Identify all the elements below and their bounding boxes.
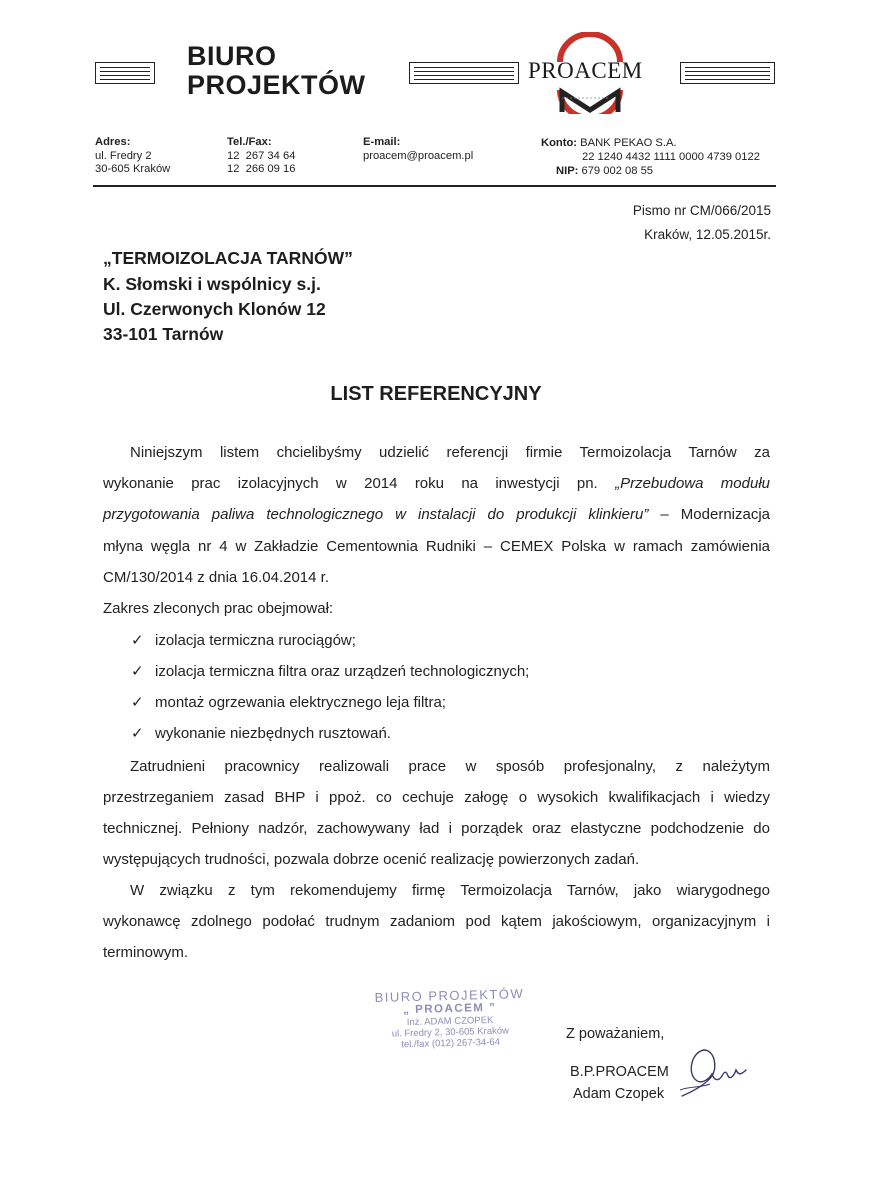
p3-text-3: terminowym. <box>103 944 189 961</box>
scope-item-1: izolacja termiczna rurociągów; <box>155 632 356 649</box>
phone-label: Tel./Fax: <box>227 136 272 148</box>
paragraph-3-line-1 <box>130 882 770 899</box>
header-lines-right <box>680 62 775 84</box>
email-block <box>363 136 473 163</box>
handwritten-signature-icon <box>676 1040 756 1102</box>
header-lines-middle <box>409 62 519 84</box>
paragraph-1-line-4 <box>103 538 770 555</box>
brand-name <box>187 42 366 100</box>
scope-intro <box>103 600 770 617</box>
recipient-line-3: Ul. Czerwonych Klonów 12 <box>103 299 326 319</box>
email-label: E-mail: <box>363 136 401 148</box>
address-block <box>95 136 170 177</box>
nip-value: 679 002 08 55 <box>581 165 654 177</box>
header-divider <box>93 185 776 187</box>
closing-text: Z poważaniem, <box>566 1026 665 1042</box>
p1-text-3b: – Modernizacja <box>660 506 771 523</box>
logo-text: PROACEM <box>528 58 643 83</box>
place-date: Kraków, 12.05.2015r. <box>644 227 771 242</box>
paragraph-1-line-5 <box>103 569 770 586</box>
recipient-line-1: „TERMOIZOLACJA TARNÓW” <box>103 248 353 268</box>
bank-account-number: 22 1240 4432 1111 0000 4739 0122 <box>582 151 760 163</box>
scope-intro-text: Zakres zleconych prac obejmował: <box>103 600 334 617</box>
p2-text-1: Zatrudnieni pracownicy realizowali prace w sposób profesjonalny, z należytym <box>130 758 770 775</box>
phone-line-1: 12 267 34 64 <box>227 149 296 162</box>
p1-text-1: Niniejszym listem chcielibyśmy udzielić referencji firmie Termoizolacja Tarnów za <box>130 444 770 461</box>
paragraph-1-line-2 <box>103 475 770 492</box>
p3-text-2: wykonawcę zdolnego podołać trudnym zadaniom pod kątem jakościowym, organizacyjnym i <box>103 913 770 930</box>
checkmark-icon: ✓ <box>131 694 144 711</box>
signer-company: B.P.PROACEM <box>570 1064 669 1080</box>
stamp-line-1: BIURO PROJEKTÓW <box>374 986 525 1005</box>
paragraph-2-line-1 <box>130 758 770 775</box>
bank-account-line <box>541 137 677 149</box>
checkmark-icon: ✓ <box>131 663 144 680</box>
paragraph-3-line-2 <box>103 913 770 930</box>
paragraph-1-line-1 <box>130 444 770 461</box>
checkmark-icon: ✓ <box>131 725 144 742</box>
nip-label: NIP: <box>556 165 579 177</box>
brand-line-2: PROJEKTÓW <box>187 70 366 100</box>
checkmark-icon: ✓ <box>131 632 144 649</box>
konto-label: Konto: <box>541 137 578 149</box>
p3-text-1: W związku z tym rekomendujemy firmę Termoizolacja Tarnów, jako wiarygodnego <box>130 882 770 899</box>
letter-number: Pismo nr CM/066/2015 <box>632 203 771 218</box>
phone-block <box>227 136 295 177</box>
p1-text-2a: wykonanie prac izolacyjnych w 2014 roku na inwestycji pn. <box>103 475 598 492</box>
paragraph-2-line-4 <box>103 851 770 868</box>
stamp-line-3: Inż. ADAM CZOPEK <box>406 1014 494 1029</box>
paragraph-2-line-3 <box>103 820 770 837</box>
address-line-1: ul. Fredry 2 <box>95 149 152 162</box>
company-stamp <box>354 986 546 1052</box>
address-line-2: 30-605 Kraków <box>95 163 171 175</box>
p1-text-2b: „Przebudowa modułu <box>615 475 770 492</box>
scope-item-2: izolacja termiczna filtra oraz urządzeń technologicznych; <box>155 663 530 680</box>
header-lines-left <box>95 62 155 84</box>
paragraph-2-line-2 <box>103 789 770 806</box>
recipient-line-2: K. Słomski i wspólnicy s.j. <box>103 274 321 294</box>
konto-bank: BANK PEKAO S.A. <box>580 137 677 149</box>
email-value: proacem@proacem.pl <box>363 149 474 162</box>
recipient-line-4: 33-101 Tarnów <box>103 324 224 344</box>
scope-item-4: wykonanie niezbędnych rusztowań. <box>155 725 391 742</box>
stamp-line-5: tel./fax (012) 267-34-64 <box>401 1036 501 1051</box>
signer-name: Adam Czopek <box>573 1086 665 1102</box>
paragraph-3-line-3 <box>103 944 770 961</box>
p1-text-5: CM/130/2014 z dnia 16.04.2014 r. <box>103 569 329 586</box>
p2-text-2: przestrzeganiem zasad BHP i ppoż. co cechuje załogę o wysokich kwalifikacjach i wiedzy <box>103 789 770 806</box>
paragraph-1-line-3 <box>103 506 770 523</box>
brand-line-1: BIURO <box>187 41 277 71</box>
stamp-line-4: ul. Fredry 2, 30-605 Kraków <box>391 1025 510 1040</box>
p2-text-4: występujących trudności, pozwala dobrze ocenić realizację powierzonych zadań. <box>103 851 640 868</box>
document-title: LIST REFERENCYJNY <box>330 383 542 405</box>
phone-line-2: 12 266 09 16 <box>227 163 296 175</box>
p2-text-3: technicznej. Pełniony nadzór, zachowywany ład i porządek oraz elastyczne podchodzenie do <box>103 820 770 837</box>
p1-text-3a: przygotowania paliwa technologicznego w instalacji do produkcji klinkieru” <box>103 506 649 523</box>
p1-text-4: młyna węgla nr 4 w Zakładzie Cementownia Rudniki – CEMEX Polska w ramach zamówienia <box>103 538 770 555</box>
stamp-line-2: „ PROACEM ” <box>403 1001 497 1017</box>
nip-line <box>556 165 653 177</box>
scope-item-3: montaż ogrzewania elektrycznego leja filtra; <box>155 694 446 711</box>
address-label: Adres: <box>95 136 131 148</box>
